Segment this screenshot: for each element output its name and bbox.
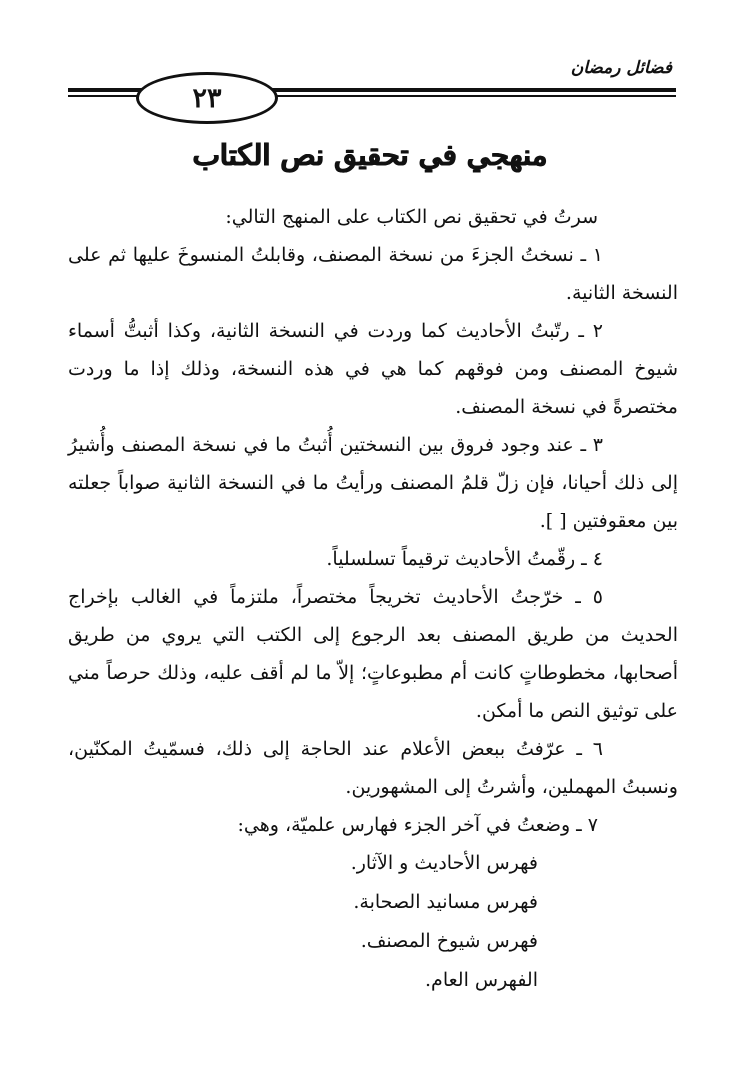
- list-item-7: ٧ ـ وضعتُ في آخر الجزء فهارس علميّة، وهي:: [237, 814, 598, 836]
- list-item-4: ٤ ـ رقّمتُ الأحاديث ترقيماً تسلسلياً.: [326, 548, 603, 570]
- section-title: منهجي في تحقيق نص الكتاب: [192, 138, 548, 172]
- index-entry: الفهرس العام.: [425, 969, 538, 991]
- index-list: [68, 844, 678, 1000]
- list-item-6: ٦ ـ عرّفتُ ببعض الأعلام عند الحاجة إلى ذلك، فسمّيتُ المكنّين، ونسبتُ المهملين، وأشرتُ إلى المشهورين.: [68, 738, 678, 798]
- intro-paragraph: سرتُ في تحقيق نص الكتاب على المنهج التالي:: [225, 206, 598, 228]
- list-item-1: ١ ـ نسختُ الجزءَ من نسخة المصنف، وقابلتُ المنسوخَ عليها ثم على النسخة الثانية.: [68, 244, 678, 304]
- page-number: ٢٣: [136, 72, 278, 124]
- list-item-3: ٣ ـ عند وجود فروق بين النسختين أُثبتُ ما في نسخة المصنف وأُشيرُ إلى ذلك أحيانا، فإن زلّ قلمُ المصنف ورأيتُ ما في النسخة الثانية صواباً جعلته بين معقوفتين [ ].: [68, 434, 678, 532]
- index-entry: فهرس الأحاديث و الآثار.: [350, 852, 538, 874]
- page-header: [68, 52, 676, 122]
- running-title: فضائل رمضان: [570, 58, 672, 78]
- index-entry: فهرس شيوخ المصنف.: [360, 930, 538, 952]
- index-entry: فهرس مسانيد الصحابة.: [353, 891, 538, 913]
- list-item-2: ٢ ـ رتّبتُ الأحاديث كما وردت في النسخة الثانية، وكذا أثبتُّ أسماء شيوخ المصنف ومن فوقهم كما هي في هذه النسخة، وذلك إذا ما وردت مختصرةً في نسخة المصنف.: [68, 320, 678, 418]
- body-text: [68, 198, 678, 1000]
- list-item-5: ٥ ـ خرّجتُ الأحاديث تخريجاً مختصراً، ملتزماً في الغالب بإخراج الحديث من طريق المصنف بعد الرجوع إلى الكتب التي يروي من طريق أصحابها، مخطوطاتٍ كانت أم مطبوعاتٍ؛ إلاّ ما لم أقف عليه، وذلك حرصاً مني على توثيق النص ما أمكن.: [68, 586, 678, 722]
